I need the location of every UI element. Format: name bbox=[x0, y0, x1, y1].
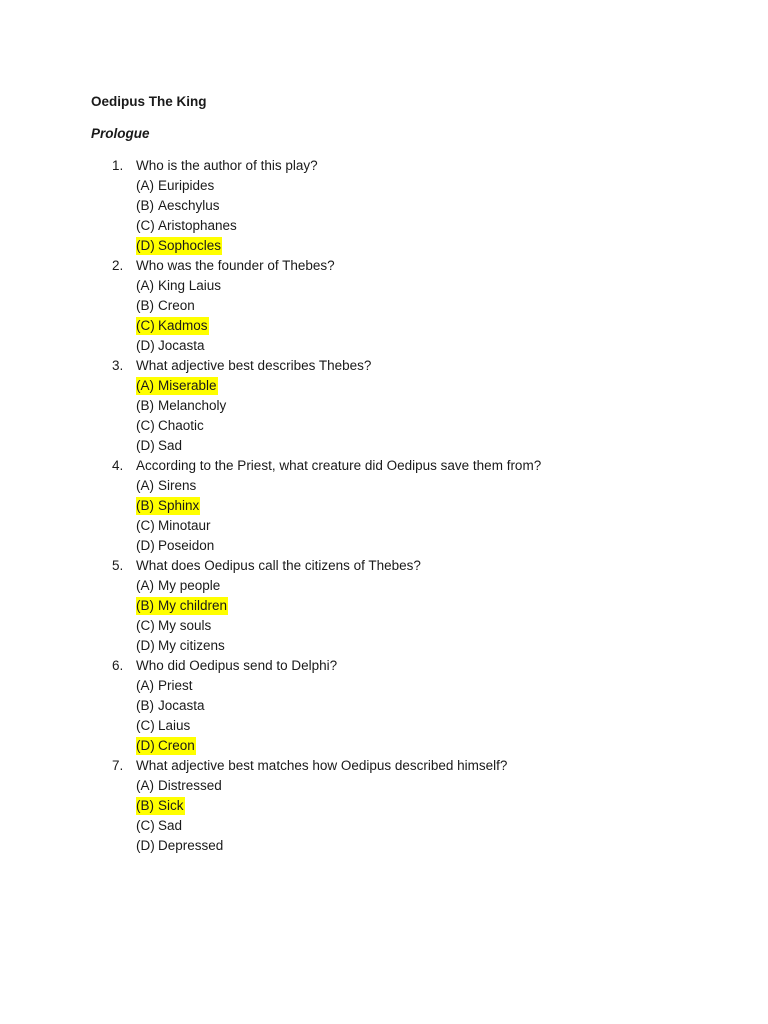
option-content bbox=[136, 217, 238, 235]
option-text: Priest bbox=[158, 678, 193, 693]
option-content bbox=[136, 197, 221, 215]
option-letter: (B) bbox=[136, 398, 154, 413]
option-letter: (C) bbox=[136, 618, 155, 633]
option-letter: (D) bbox=[136, 238, 155, 253]
highlighted-answer bbox=[136, 497, 200, 515]
option-letter: (A) bbox=[136, 478, 154, 493]
option-text: My children bbox=[158, 598, 228, 613]
option-content bbox=[136, 577, 221, 595]
option-content bbox=[136, 637, 226, 655]
option-text: Sick bbox=[158, 798, 184, 813]
option-letter: (B) bbox=[136, 498, 154, 513]
option-letter: (B) bbox=[136, 698, 154, 713]
highlighted-answer bbox=[136, 377, 218, 395]
option-content bbox=[136, 717, 191, 735]
option-content bbox=[136, 777, 223, 795]
option-letter: (D) bbox=[136, 838, 155, 853]
question-text: What adjective best matches how Oedipus described himself? bbox=[136, 758, 508, 773]
option-letter: (D) bbox=[136, 638, 155, 653]
option-content bbox=[136, 297, 196, 315]
option-letter: (B) bbox=[136, 598, 154, 613]
option-letter: (B) bbox=[136, 798, 154, 813]
option-text: Jocasta bbox=[158, 698, 205, 713]
question-number: 5. bbox=[112, 558, 124, 573]
highlighted-answer bbox=[136, 737, 196, 755]
option-content bbox=[136, 537, 215, 555]
option-text: King Laius bbox=[158, 278, 222, 293]
option-content bbox=[136, 277, 222, 295]
option-text: Creon bbox=[158, 738, 195, 753]
option-text: My souls bbox=[158, 618, 212, 633]
option-content bbox=[136, 697, 206, 715]
question-text: Who is the author of this play? bbox=[136, 158, 318, 173]
question-number: 4. bbox=[112, 458, 124, 473]
option-letter: (A) bbox=[136, 278, 154, 293]
option-text: Distressed bbox=[158, 778, 222, 793]
option-text: Minotaur bbox=[158, 518, 211, 533]
option-letter: (C) bbox=[136, 318, 155, 333]
highlighted-answer bbox=[136, 317, 209, 335]
question-number: 6. bbox=[112, 658, 124, 673]
highlighted-answer bbox=[136, 597, 228, 615]
option-content bbox=[136, 397, 227, 415]
option-letter: (D) bbox=[136, 738, 155, 753]
option-content bbox=[136, 437, 183, 455]
option-letter: (B) bbox=[136, 298, 154, 313]
question-text: According to the Priest, what creature did Oedipus save them from? bbox=[136, 458, 542, 473]
option-text: Kadmos bbox=[158, 318, 208, 333]
question-text: What does Oedipus call the citizens of Thebes? bbox=[136, 558, 421, 573]
option-text: Aeschylus bbox=[158, 198, 220, 213]
option-letter: (D) bbox=[136, 438, 155, 453]
option-text: Sirens bbox=[158, 478, 197, 493]
option-text: Miserable bbox=[158, 378, 217, 393]
option-text: Creon bbox=[158, 298, 195, 313]
option-content bbox=[136, 817, 183, 835]
question-number: 1. bbox=[112, 158, 124, 173]
option-letter: (A) bbox=[136, 678, 154, 693]
option-content bbox=[136, 517, 212, 535]
question-text: Who did Oedipus send to Delphi? bbox=[136, 658, 338, 673]
option-letter: (C) bbox=[136, 718, 155, 733]
option-letter: (B) bbox=[136, 198, 154, 213]
option-text: Sophocles bbox=[158, 238, 222, 253]
option-text: Euripides bbox=[158, 178, 215, 193]
option-letter: (C) bbox=[136, 518, 155, 533]
option-content bbox=[136, 477, 197, 495]
option-text: Chaotic bbox=[158, 418, 204, 433]
option-content bbox=[136, 337, 206, 355]
option-letter: (A) bbox=[136, 378, 154, 393]
option-text: My citizens bbox=[158, 638, 225, 653]
option-content bbox=[136, 617, 212, 635]
option-letter: (D) bbox=[136, 538, 155, 553]
option-text: Sphinx bbox=[158, 498, 200, 513]
question-text: Who was the founder of Thebes? bbox=[136, 258, 335, 273]
option-letter: (A) bbox=[136, 178, 154, 193]
option-content bbox=[136, 677, 194, 695]
section-heading: Prologue bbox=[91, 126, 150, 141]
option-text: Sad bbox=[158, 818, 183, 833]
option-letter: (A) bbox=[136, 778, 154, 793]
option-letter: (C) bbox=[136, 418, 155, 433]
option-content bbox=[136, 837, 224, 855]
option-text: Aristophanes bbox=[158, 218, 237, 233]
option-text: Jocasta bbox=[158, 338, 205, 353]
option-text: Sad bbox=[158, 438, 183, 453]
highlighted-answer bbox=[136, 237, 222, 255]
option-letter: (A) bbox=[136, 578, 154, 593]
option-letter: (D) bbox=[136, 338, 155, 353]
question-number: 7. bbox=[112, 758, 124, 773]
document-title: Oedipus The King bbox=[91, 94, 207, 109]
option-text: Poseidon bbox=[158, 538, 215, 553]
option-letter: (C) bbox=[136, 218, 155, 233]
option-content bbox=[136, 177, 215, 195]
highlighted-answer bbox=[136, 797, 185, 815]
option-text: My people bbox=[158, 578, 221, 593]
option-letter: (C) bbox=[136, 818, 155, 833]
option-text: Depressed bbox=[158, 838, 224, 853]
question-text: What adjective best describes Thebes? bbox=[136, 358, 372, 373]
option-text: Laius bbox=[158, 718, 191, 733]
option-content bbox=[136, 417, 205, 435]
option-text: Melancholy bbox=[158, 398, 227, 413]
question-number: 2. bbox=[112, 258, 124, 273]
question-number: 3. bbox=[112, 358, 124, 373]
